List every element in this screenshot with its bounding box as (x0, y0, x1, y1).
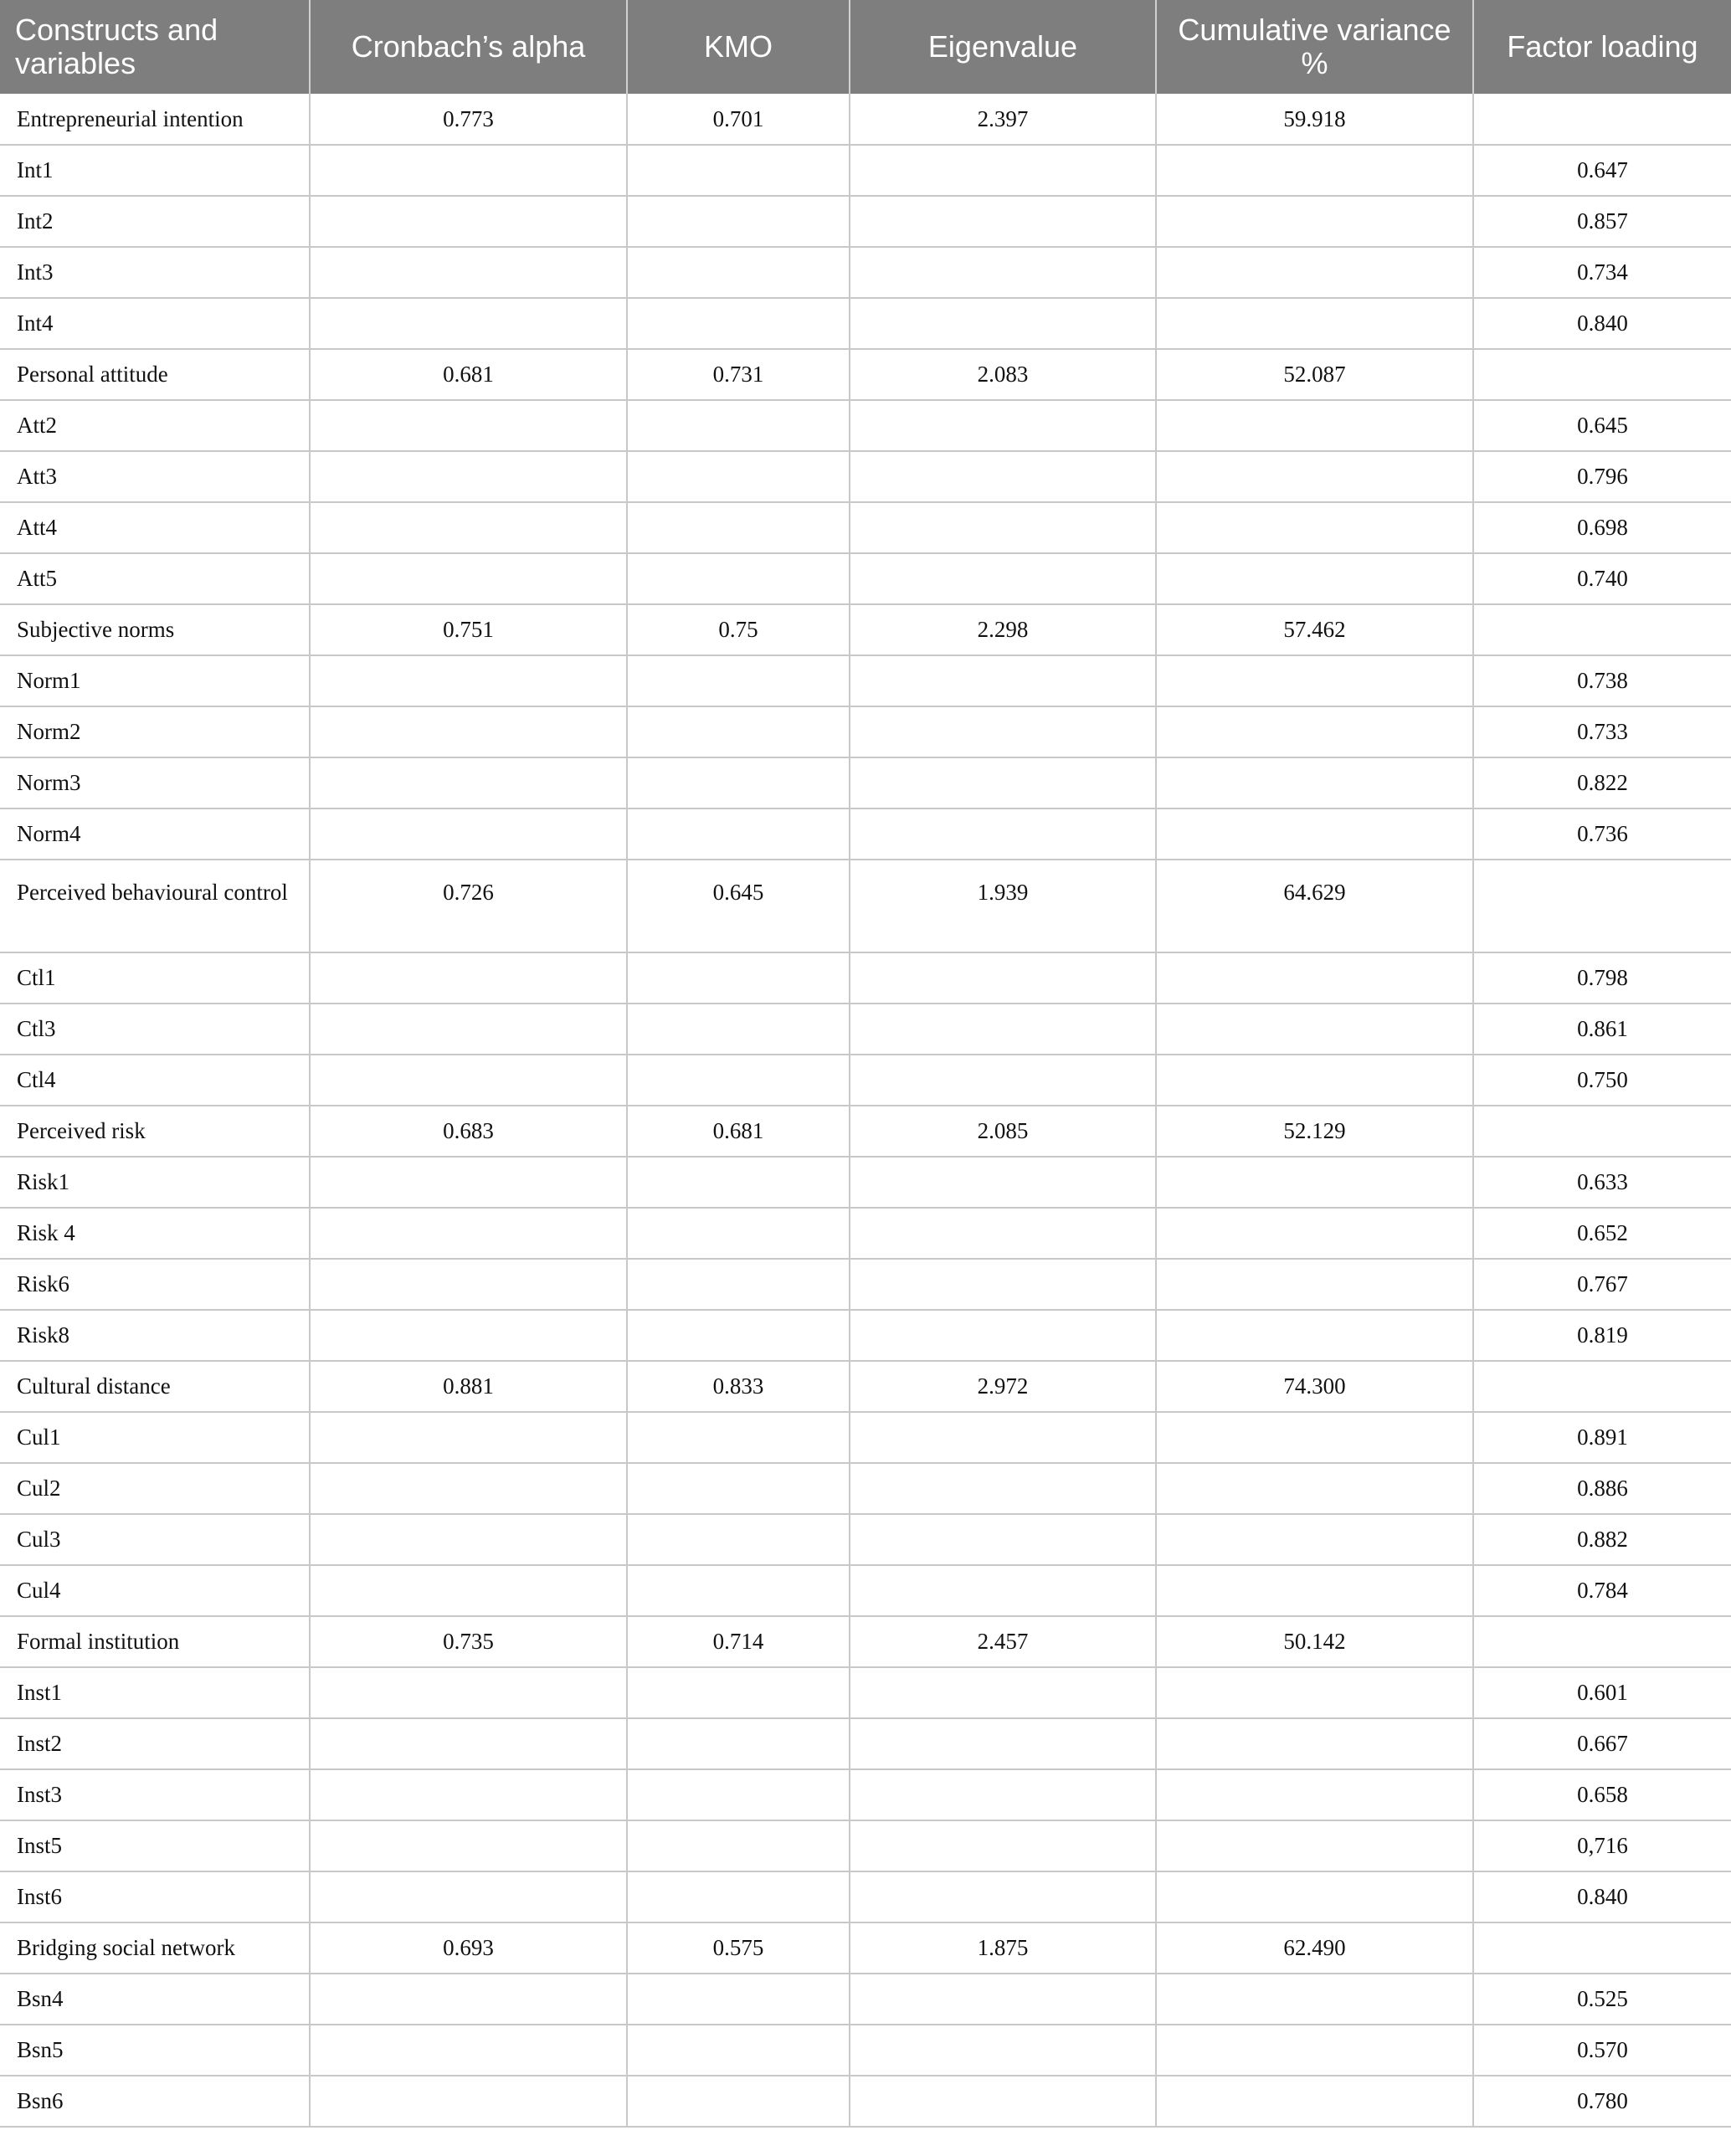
cell-cronbach-alpha (310, 1565, 627, 1616)
cell-kmo (627, 196, 850, 247)
cell-cumulative-variance (1156, 1820, 1473, 1871)
cell-cronbach-alpha: 0.726 (310, 860, 627, 952)
cell-kmo: 0.731 (627, 349, 850, 400)
variable-row (0, 400, 1731, 451)
cell-construct: Personal attitude (0, 349, 310, 400)
variable-row (0, 1565, 1731, 1616)
cell-cronbach-alpha: 0.751 (310, 604, 627, 655)
cell-kmo: 0.833 (627, 1361, 850, 1412)
cell-cumulative-variance: 62.490 (1156, 1922, 1473, 1974)
cell-eigenvalue: 2.083 (850, 349, 1156, 400)
cell-kmo (627, 502, 850, 553)
cell-cumulative-variance: 64.629 (1156, 860, 1473, 952)
cell-eigenvalue: 2.298 (850, 604, 1156, 655)
cell-factor-loading: 0.736 (1473, 808, 1731, 860)
variable-row (0, 1718, 1731, 1769)
cell-eigenvalue (850, 1565, 1156, 1616)
cell-cronbach-alpha (310, 1259, 627, 1310)
cell-factor-loading: 0.740 (1473, 553, 1731, 604)
cell-eigenvalue (850, 1208, 1156, 1259)
variable-row (0, 2076, 1731, 2127)
cell-cronbach-alpha (310, 757, 627, 808)
cell-kmo (627, 1718, 850, 1769)
cell-cumulative-variance (1156, 1769, 1473, 1820)
variable-row (0, 1412, 1731, 1463)
cell-construct: Perceived risk (0, 1106, 310, 1157)
variable-row (0, 502, 1731, 553)
cell-cronbach-alpha (310, 1820, 627, 1871)
cell-eigenvalue (850, 655, 1156, 706)
variable-row (0, 1259, 1731, 1310)
cell-factor-loading (1473, 1106, 1731, 1157)
cell-kmo (627, 1667, 850, 1718)
cell-kmo: 0.681 (627, 1106, 850, 1157)
cell-kmo (627, 808, 850, 860)
cell-factor-loading (1473, 604, 1731, 655)
cell-construct: Ctl3 (0, 1004, 310, 1055)
cell-construct: Inst5 (0, 1820, 310, 1871)
cell-kmo (627, 655, 850, 706)
cell-construct: Norm1 (0, 655, 310, 706)
cell-cumulative-variance (1156, 1055, 1473, 1106)
construct-row (0, 1616, 1731, 1667)
cell-construct: Att5 (0, 553, 310, 604)
cell-cumulative-variance (1156, 502, 1473, 553)
cell-kmo (627, 451, 850, 502)
cell-eigenvalue (850, 1667, 1156, 1718)
cell-kmo (627, 952, 850, 1004)
construct-row (0, 349, 1731, 400)
variable-row (0, 2025, 1731, 2076)
cell-eigenvalue: 2.457 (850, 1616, 1156, 1667)
cell-kmo: 0.714 (627, 1616, 850, 1667)
construct-row (0, 94, 1731, 145)
variable-row (0, 1769, 1731, 1820)
cell-cronbach-alpha (310, 1208, 627, 1259)
variable-row (0, 553, 1731, 604)
cell-cronbach-alpha (310, 145, 627, 196)
construct-row (0, 1361, 1731, 1412)
cell-kmo (627, 1769, 850, 1820)
cell-cronbach-alpha: 0.881 (310, 1361, 627, 1412)
header-row (0, 0, 1731, 94)
table-header (0, 0, 1731, 94)
cell-factor-loading: 0.647 (1473, 145, 1731, 196)
cell-kmo (627, 1565, 850, 1616)
cell-cronbach-alpha (310, 1974, 627, 2025)
cell-cronbach-alpha (310, 400, 627, 451)
cell-construct: Ctl1 (0, 952, 310, 1004)
cell-cumulative-variance: 50.142 (1156, 1616, 1473, 1667)
cell-eigenvalue: 2.397 (850, 94, 1156, 145)
cell-cumulative-variance (1156, 757, 1473, 808)
cell-factor-loading (1473, 349, 1731, 400)
cell-cumulative-variance (1156, 298, 1473, 349)
cell-factor-loading: 0.698 (1473, 502, 1731, 553)
cell-construct: Bsn4 (0, 1974, 310, 2025)
cell-cronbach-alpha (310, 1871, 627, 1922)
cell-construct: Bridging social network (0, 1922, 310, 1974)
cell-cronbach-alpha (310, 1514, 627, 1565)
cell-cumulative-variance (1156, 2025, 1473, 2076)
cell-kmo (627, 1310, 850, 1361)
cell-kmo (627, 757, 850, 808)
cell-cronbach-alpha: 0.735 (310, 1616, 627, 1667)
variable-row (0, 1820, 1731, 1871)
cell-factor-loading: 0.570 (1473, 2025, 1731, 2076)
cell-eigenvalue (850, 1871, 1156, 1922)
cell-kmo: 0.75 (627, 604, 850, 655)
cell-construct: Inst1 (0, 1667, 310, 1718)
cell-cumulative-variance (1156, 1718, 1473, 1769)
cell-kmo: 0.645 (627, 860, 850, 952)
cell-eigenvalue (850, 2076, 1156, 2127)
cell-factor-loading: 0.822 (1473, 757, 1731, 808)
variable-row (0, 1157, 1731, 1208)
cell-cronbach-alpha (310, 196, 627, 247)
cell-eigenvalue (850, 1157, 1156, 1208)
cell-factor-loading: 0.733 (1473, 706, 1731, 757)
cell-cumulative-variance: 52.129 (1156, 1106, 1473, 1157)
cell-construct: Bsn5 (0, 2025, 310, 2076)
cell-eigenvalue (850, 400, 1156, 451)
cell-cronbach-alpha (310, 952, 627, 1004)
cell-kmo (627, 1412, 850, 1463)
cell-factor-loading: 0.734 (1473, 247, 1731, 298)
cell-construct: Cul1 (0, 1412, 310, 1463)
cell-cronbach-alpha (310, 1004, 627, 1055)
header-constructs: Constructs and variables (0, 0, 310, 94)
cell-cronbach-alpha: 0.681 (310, 349, 627, 400)
variable-row (0, 1463, 1731, 1514)
cell-factor-loading: 0.819 (1473, 1310, 1731, 1361)
variable-row (0, 808, 1731, 860)
cell-factor-loading: 0.891 (1473, 1412, 1731, 1463)
variable-row (0, 196, 1731, 247)
cell-cronbach-alpha: 0.693 (310, 1922, 627, 1974)
cell-cumulative-variance (1156, 553, 1473, 604)
variable-row (0, 655, 1731, 706)
cell-cumulative-variance (1156, 1412, 1473, 1463)
cell-kmo (627, 2076, 850, 2127)
cell-eigenvalue: 2.972 (850, 1361, 1156, 1412)
cell-kmo (627, 400, 850, 451)
cell-cumulative-variance (1156, 196, 1473, 247)
header-cumulative-variance: Cumulative variance % (1156, 0, 1473, 94)
cell-cronbach-alpha (310, 2025, 627, 2076)
cell-cumulative-variance (1156, 1463, 1473, 1514)
cell-factor-loading (1473, 94, 1731, 145)
cell-cumulative-variance: 57.462 (1156, 604, 1473, 655)
cell-construct: Risk8 (0, 1310, 310, 1361)
cell-eigenvalue (850, 952, 1156, 1004)
construct-row (0, 604, 1731, 655)
cell-construct: Subjective norms (0, 604, 310, 655)
cell-construct: Cul2 (0, 1463, 310, 1514)
cell-cumulative-variance (1156, 1871, 1473, 1922)
cell-eigenvalue (850, 808, 1156, 860)
cell-factor-loading (1473, 1616, 1731, 1667)
cell-cumulative-variance (1156, 808, 1473, 860)
cell-construct: Ctl4 (0, 1055, 310, 1106)
cell-kmo (627, 298, 850, 349)
cell-factor-loading: 0.658 (1473, 1769, 1731, 1820)
cell-construct: Inst3 (0, 1769, 310, 1820)
cell-cumulative-variance (1156, 1565, 1473, 1616)
cell-cumulative-variance (1156, 655, 1473, 706)
cell-cumulative-variance (1156, 1157, 1473, 1208)
cell-cumulative-variance (1156, 1310, 1473, 1361)
header-factor-loading: Factor loading (1473, 0, 1731, 94)
cell-kmo (627, 706, 850, 757)
cell-cumulative-variance: 52.087 (1156, 349, 1473, 400)
cell-kmo (627, 1974, 850, 2025)
cell-cumulative-variance (1156, 400, 1473, 451)
cell-construct: Norm4 (0, 808, 310, 860)
cell-kmo (627, 1208, 850, 1259)
variable-row (0, 706, 1731, 757)
cell-eigenvalue (850, 298, 1156, 349)
cell-cronbach-alpha (310, 1055, 627, 1106)
cell-factor-loading: 0.601 (1473, 1667, 1731, 1718)
cell-eigenvalue (850, 706, 1156, 757)
cell-kmo (627, 1157, 850, 1208)
header-kmo: KMO (627, 0, 850, 94)
cell-eigenvalue (850, 553, 1156, 604)
cell-cronbach-alpha (310, 1463, 627, 1514)
cell-cronbach-alpha (310, 1769, 627, 1820)
cell-construct: Norm2 (0, 706, 310, 757)
cell-eigenvalue (850, 1055, 1156, 1106)
cell-factor-loading: 0.767 (1473, 1259, 1731, 1310)
cell-cronbach-alpha (310, 655, 627, 706)
cell-cumulative-variance (1156, 1514, 1473, 1565)
cell-cronbach-alpha (310, 1412, 627, 1463)
cell-factor-loading: 0.840 (1473, 298, 1731, 349)
cell-factor-loading: 0.796 (1473, 451, 1731, 502)
cell-kmo (627, 1871, 850, 1922)
cell-cronbach-alpha (310, 553, 627, 604)
cell-eigenvalue (850, 1259, 1156, 1310)
cell-factor-loading: 0.840 (1473, 1871, 1731, 1922)
cell-factor-loading: 0.652 (1473, 1208, 1731, 1259)
cell-construct: Bsn6 (0, 2076, 310, 2127)
variable-row (0, 1514, 1731, 1565)
cell-cumulative-variance: 74.300 (1156, 1361, 1473, 1412)
cell-cronbach-alpha (310, 1157, 627, 1208)
cell-factor-loading: 0,716 (1473, 1820, 1731, 1871)
variable-row (0, 247, 1731, 298)
cell-construct: Inst2 (0, 1718, 310, 1769)
cell-eigenvalue (850, 1310, 1156, 1361)
cell-cronbach-alpha: 0.683 (310, 1106, 627, 1157)
cell-cronbach-alpha (310, 706, 627, 757)
cell-construct: Risk 4 (0, 1208, 310, 1259)
variable-row (0, 451, 1731, 502)
cell-cumulative-variance (1156, 1259, 1473, 1310)
cell-factor-loading: 0.886 (1473, 1463, 1731, 1514)
cell-eigenvalue (850, 1412, 1156, 1463)
cell-eigenvalue (850, 196, 1156, 247)
cell-cumulative-variance (1156, 145, 1473, 196)
variable-row (0, 1208, 1731, 1259)
variable-row (0, 1004, 1731, 1055)
variable-row (0, 1055, 1731, 1106)
cell-cumulative-variance (1156, 1667, 1473, 1718)
cell-eigenvalue (850, 247, 1156, 298)
cell-eigenvalue (850, 145, 1156, 196)
cell-kmo (627, 1514, 850, 1565)
cell-cumulative-variance (1156, 1208, 1473, 1259)
cell-kmo: 0.575 (627, 1922, 850, 1974)
cell-kmo: 0.701 (627, 94, 850, 145)
cell-cronbach-alpha (310, 451, 627, 502)
cell-factor-loading: 0.780 (1473, 2076, 1731, 2127)
cell-factor-loading (1473, 1361, 1731, 1412)
cell-eigenvalue (850, 757, 1156, 808)
cell-cumulative-variance (1156, 247, 1473, 298)
cell-construct: Att3 (0, 451, 310, 502)
header-eigenvalue: Eigenvalue (850, 0, 1156, 94)
cell-construct: Risk6 (0, 1259, 310, 1310)
cell-construct: Cultural distance (0, 1361, 310, 1412)
cell-factor-loading: 0.857 (1473, 196, 1731, 247)
cell-cumulative-variance (1156, 952, 1473, 1004)
cell-cumulative-variance (1156, 1974, 1473, 2025)
cell-eigenvalue (850, 1514, 1156, 1565)
cell-construct: Int4 (0, 298, 310, 349)
cell-construct: Cul3 (0, 1514, 310, 1565)
cell-eigenvalue: 1.875 (850, 1922, 1156, 1974)
cell-kmo (627, 1259, 850, 1310)
cell-cronbach-alpha (310, 1667, 627, 1718)
cell-construct: Formal institution (0, 1616, 310, 1667)
variable-row (0, 298, 1731, 349)
cell-factor-loading: 0.633 (1473, 1157, 1731, 1208)
cell-factor-loading: 0.738 (1473, 655, 1731, 706)
cell-kmo (627, 1055, 850, 1106)
cell-factor-loading: 0.861 (1473, 1004, 1731, 1055)
cell-eigenvalue (850, 1004, 1156, 1055)
variable-row (0, 145, 1731, 196)
cell-eigenvalue (850, 451, 1156, 502)
cell-factor-loading: 0.750 (1473, 1055, 1731, 1106)
cell-eigenvalue (850, 2025, 1156, 2076)
cell-kmo (627, 553, 850, 604)
variable-row (0, 952, 1731, 1004)
cell-eigenvalue (850, 1463, 1156, 1514)
cell-eigenvalue (850, 1974, 1156, 2025)
cell-eigenvalue (850, 502, 1156, 553)
cell-cronbach-alpha (310, 1310, 627, 1361)
cell-construct: Int2 (0, 196, 310, 247)
cell-construct: Att4 (0, 502, 310, 553)
cell-cumulative-variance (1156, 1004, 1473, 1055)
cell-kmo (627, 1463, 850, 1514)
cell-cumulative-variance: 59.918 (1156, 94, 1473, 145)
cell-eigenvalue (850, 1820, 1156, 1871)
cell-construct: Inst6 (0, 1871, 310, 1922)
cell-factor-loading: 0.882 (1473, 1514, 1731, 1565)
cell-kmo (627, 1820, 850, 1871)
cell-cronbach-alpha (310, 502, 627, 553)
cell-kmo (627, 1004, 850, 1055)
construct-row (0, 860, 1731, 952)
variable-row (0, 1871, 1731, 1922)
cell-construct: Risk1 (0, 1157, 310, 1208)
cell-cronbach-alpha (310, 247, 627, 298)
variable-row (0, 1974, 1731, 2025)
cell-construct: Att2 (0, 400, 310, 451)
cell-eigenvalue (850, 1769, 1156, 1820)
cell-construct: Norm3 (0, 757, 310, 808)
cell-construct: Int3 (0, 247, 310, 298)
variable-row (0, 757, 1731, 808)
cell-kmo (627, 247, 850, 298)
table-body (0, 94, 1731, 2127)
cell-cumulative-variance (1156, 706, 1473, 757)
cell-cumulative-variance (1156, 2076, 1473, 2127)
construct-row (0, 1106, 1731, 1157)
cell-cronbach-alpha (310, 1718, 627, 1769)
header-cronbach-alpha: Cronbach’s alpha (310, 0, 627, 94)
cell-construct: Perceived behavioural control (0, 860, 310, 952)
cell-factor-loading: 0.784 (1473, 1565, 1731, 1616)
cell-kmo (627, 145, 850, 196)
cell-construct: Entrepreneurial intention (0, 94, 310, 145)
cell-construct: Int1 (0, 145, 310, 196)
cell-cronbach-alpha (310, 298, 627, 349)
construct-row (0, 1922, 1731, 1974)
cell-factor-loading: 0.667 (1473, 1718, 1731, 1769)
cell-factor-loading: 0.525 (1473, 1974, 1731, 2025)
cell-cronbach-alpha (310, 2076, 627, 2127)
cell-factor-loading (1473, 1922, 1731, 1974)
cell-factor-loading (1473, 860, 1731, 952)
cell-eigenvalue (850, 1718, 1156, 1769)
cell-cronbach-alpha: 0.773 (310, 94, 627, 145)
cell-kmo (627, 2025, 850, 2076)
cell-eigenvalue: 2.085 (850, 1106, 1156, 1157)
cell-factor-loading: 0.798 (1473, 952, 1731, 1004)
cell-construct: Cul4 (0, 1565, 310, 1616)
variable-row (0, 1667, 1731, 1718)
cell-cumulative-variance (1156, 451, 1473, 502)
cell-cronbach-alpha (310, 808, 627, 860)
cell-eigenvalue: 1.939 (850, 860, 1156, 952)
variable-row (0, 1310, 1731, 1361)
cell-factor-loading: 0.645 (1473, 400, 1731, 451)
